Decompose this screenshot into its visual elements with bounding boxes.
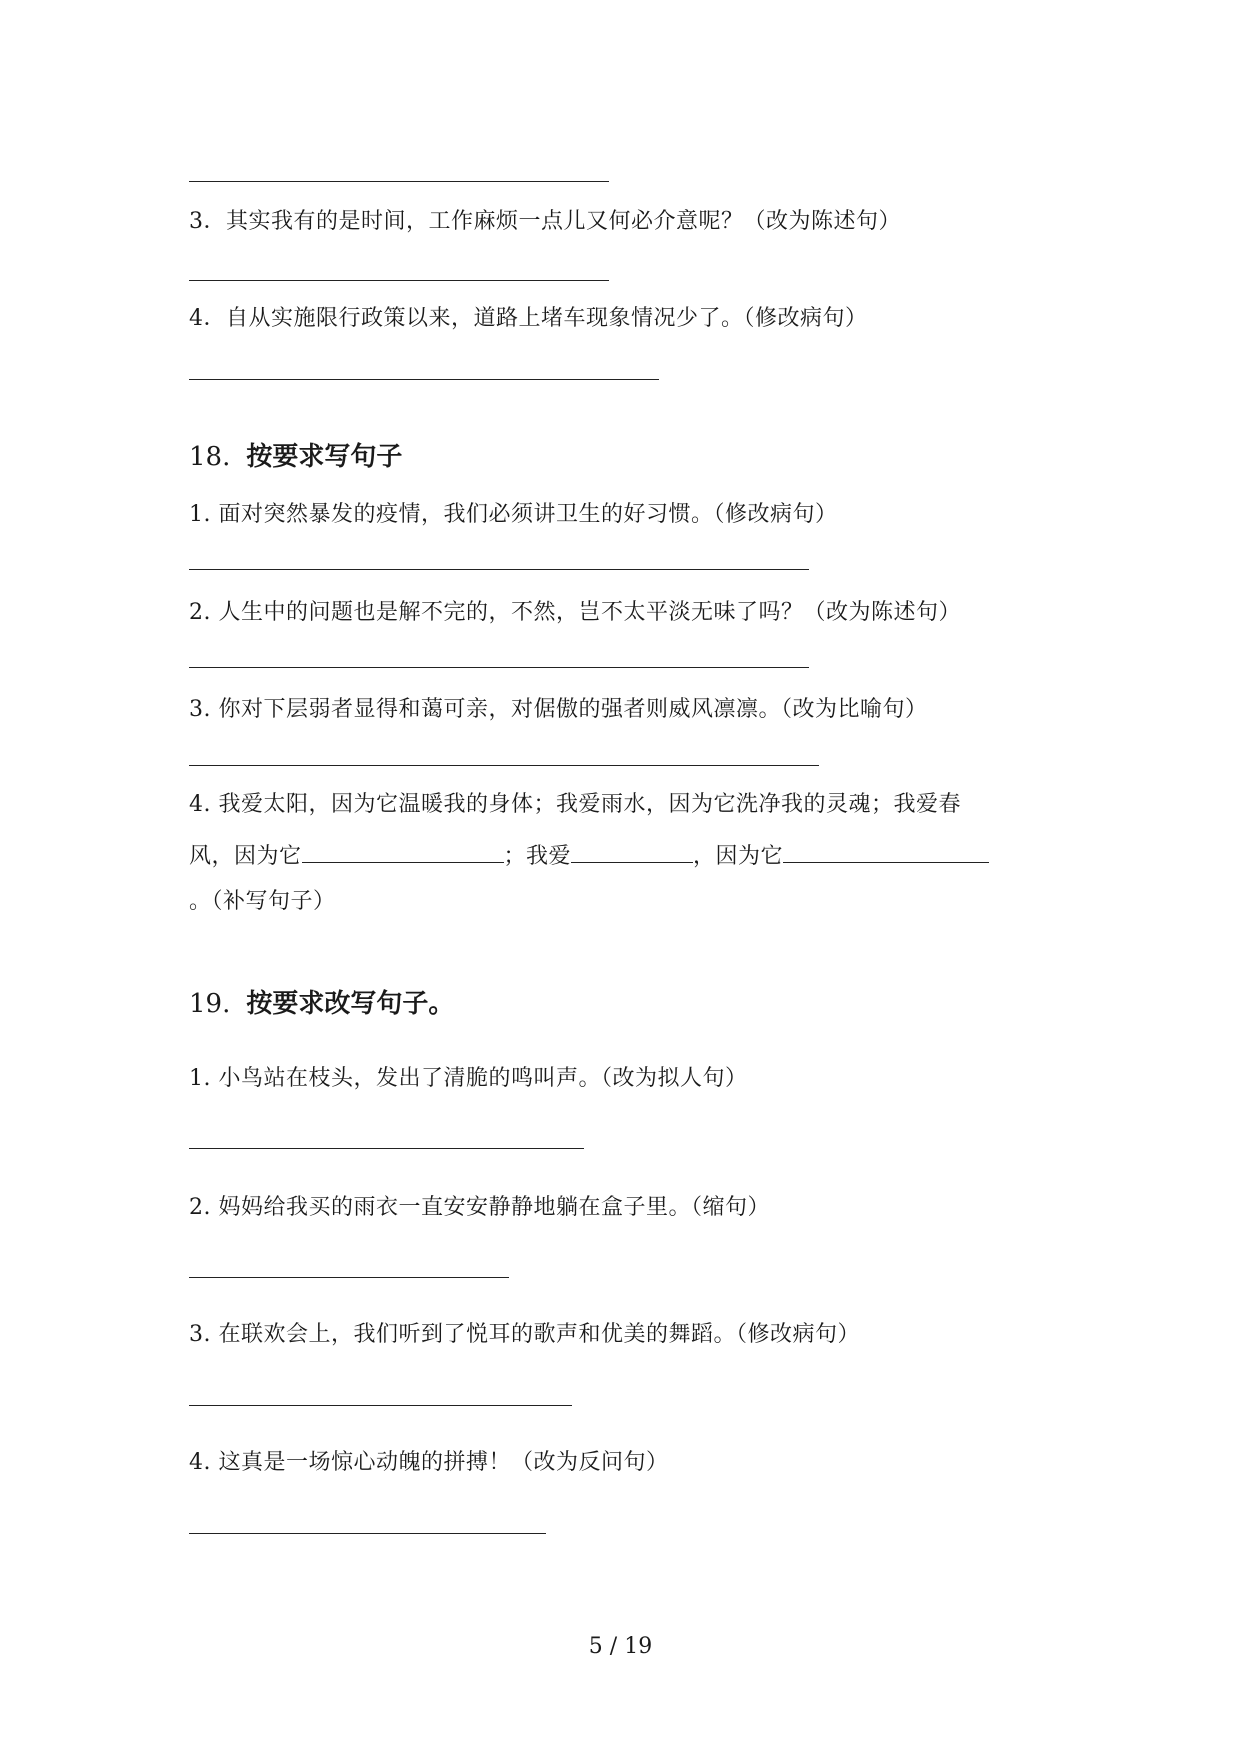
fill-blank[interactable] xyxy=(783,840,989,863)
question-item xyxy=(189,500,838,530)
fill-blank[interactable] xyxy=(571,840,693,863)
answer-line[interactable] xyxy=(189,667,809,668)
section-number: 19. xyxy=(189,989,231,1019)
question-item xyxy=(189,790,961,820)
question-text: 3. 在联欢会上，我们听到了悦耳的歌声和优美的舞蹈。（修改病句） xyxy=(189,1322,860,1347)
answer-line[interactable] xyxy=(189,569,809,570)
question-text: 3. 你对下层弱者显得和蔼可亲，对倨傲的强者则威风凛凛。（改为比喻句） xyxy=(189,697,928,722)
question-text: ，因为它 xyxy=(693,844,784,869)
question-text: 4. 我爱太阳，因为它温暖我的身体；我爱雨水，因为它洗净我的灵魂；我爱春 xyxy=(189,792,961,817)
question-item-continued xyxy=(189,887,336,917)
answer-line[interactable] xyxy=(189,1277,509,1278)
answer-line[interactable] xyxy=(189,765,819,766)
question-text: 风，因为它 xyxy=(189,844,302,869)
answer-line[interactable] xyxy=(189,280,609,281)
question-text: 3．其实我有的是时间，工作麻烦一点儿又何必介意呢？（改为陈述句） xyxy=(189,209,901,234)
question-item xyxy=(189,1320,860,1350)
answer-line[interactable] xyxy=(189,379,659,380)
question-text: 。（补写句子） xyxy=(189,889,336,914)
answer-line[interactable] xyxy=(189,1405,572,1406)
section-heading xyxy=(189,440,402,474)
question-item xyxy=(189,695,928,725)
question-item xyxy=(189,1448,669,1478)
question-item xyxy=(189,598,961,628)
section-title: 按要求写句子 xyxy=(246,442,403,472)
question-text: 4．自从实施限行政策以来，道路上堵车现象情况少了。（修改病句） xyxy=(189,306,868,331)
section-title: 按要求改写句子。 xyxy=(246,989,455,1019)
question-item xyxy=(189,304,868,334)
answer-line[interactable] xyxy=(189,181,609,182)
answer-line[interactable] xyxy=(189,1533,546,1534)
section-heading xyxy=(189,987,454,1021)
question-item xyxy=(189,1064,748,1094)
question-item xyxy=(189,1193,770,1223)
question-item-continued xyxy=(189,840,989,872)
question-text: 1. 小鸟站在枝头，发出了清脆的鸣叫声。（改为拟人句） xyxy=(189,1066,748,1091)
section-number: 18. xyxy=(189,442,231,472)
question-text: 4. 这真是一场惊心动魄的拼搏！（改为反问句） xyxy=(189,1450,669,1475)
question-text: ；我爱 xyxy=(503,844,572,869)
answer-line[interactable] xyxy=(189,1148,584,1149)
question-item xyxy=(189,207,901,237)
question-text: 2. 妈妈给我买的雨衣一直安安静静地躺在盒子里。（缩句） xyxy=(189,1195,770,1220)
fill-blank[interactable] xyxy=(302,840,504,863)
question-text: 2. 人生中的问题也是解不完的，不然，岂不太平淡无味了吗？（改为陈述句） xyxy=(189,600,961,625)
question-text: 1. 面对突然暴发的疫情，我们必须讲卫生的好习惯。（修改病句） xyxy=(189,502,838,527)
page-number: 5 / 19 xyxy=(588,1634,653,1659)
